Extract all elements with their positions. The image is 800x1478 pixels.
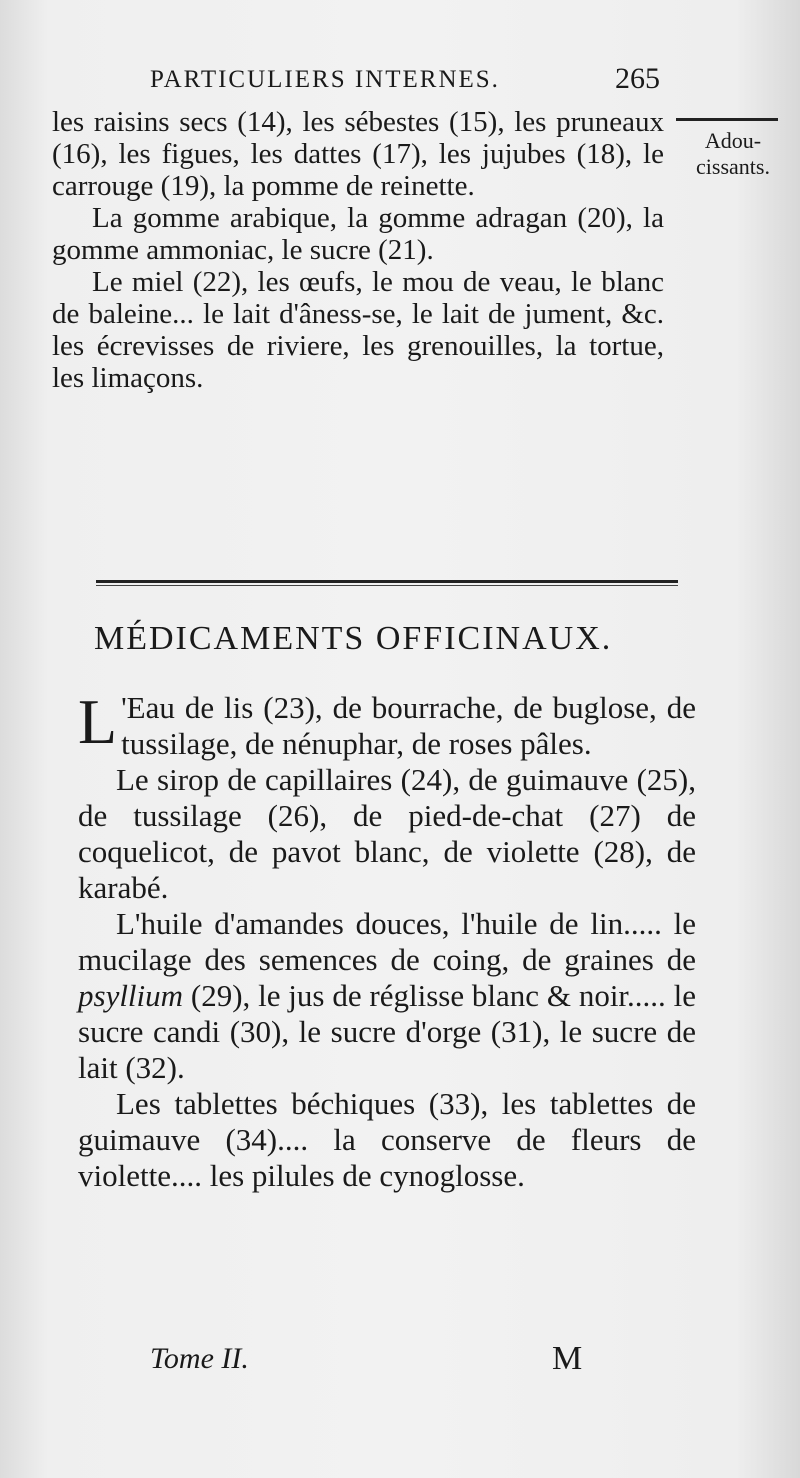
text-block-bottom <box>78 686 696 1194</box>
paragraph-text: 'Eau de lis (23), de bourrache, de buglose, de tussilage, de nénuphar, de roses pâles. <box>121 690 696 761</box>
paragraph <box>78 686 696 762</box>
paragraph: Le sirop de capillaires (24), de guimauve (25), de tussilage (26), de pied-de-chat (27) de coquelicot, de pavot blanc, de violette (28), de karabé. <box>78 762 696 905</box>
paragraph: Le miel (22), les œufs, le mou de veau, le blanc de baleine... le lait d'âness-se, le lait de jument, &c. les écrevisses de riviere, les grenouilles, la tortue, les limaçons. <box>52 266 664 394</box>
section-divider <box>96 580 678 583</box>
text-block-top <box>52 106 664 394</box>
paragraph <box>78 906 696 1086</box>
page-number: 265 <box>615 62 660 95</box>
paragraph: Les tablettes béchiques (33), les tablettes de guimauve (34).... la conserve de fleurs de violette.... les pilules de cynoglosse. <box>78 1086 696 1193</box>
paragraph-text: L'huile d'amandes douces, l'huile de lin..... le mucilage des semences de coing, de graines de <box>78 906 696 977</box>
section-divider-thin <box>96 585 678 586</box>
section-heading: MÉDICAMENTS OFFICINAUX. <box>94 620 613 657</box>
paragraph: les raisins secs (14), les sébestes (15), les pruneaux (16), les figues, les dattes (17), les jujubes (18), le carrouge (19), la pomme de reinette. <box>52 106 664 202</box>
margin-note-line-2: cissants. <box>696 154 770 179</box>
margin-note <box>668 128 798 180</box>
running-title: PARTICULIERS INTERNES. <box>150 66 500 93</box>
signature-mark: M <box>552 1340 583 1377</box>
volume-label: Tome II. <box>150 1342 249 1375</box>
paragraph-text: (29), le jus de réglisse blanc & noir..... le sucre candi (30), le sucre d'orge (31), le sucre de lait (32). <box>78 978 696 1085</box>
margin-note-line-1: Adou- <box>704 128 762 153</box>
margin-note-rule <box>676 118 778 121</box>
paragraph: La gomme arabique, la gomme adragan (20), la gomme ammoniac, le sucre (21). <box>52 202 664 266</box>
italic-term: psyllium <box>78 978 184 1013</box>
drop-cap: L <box>78 686 118 757</box>
